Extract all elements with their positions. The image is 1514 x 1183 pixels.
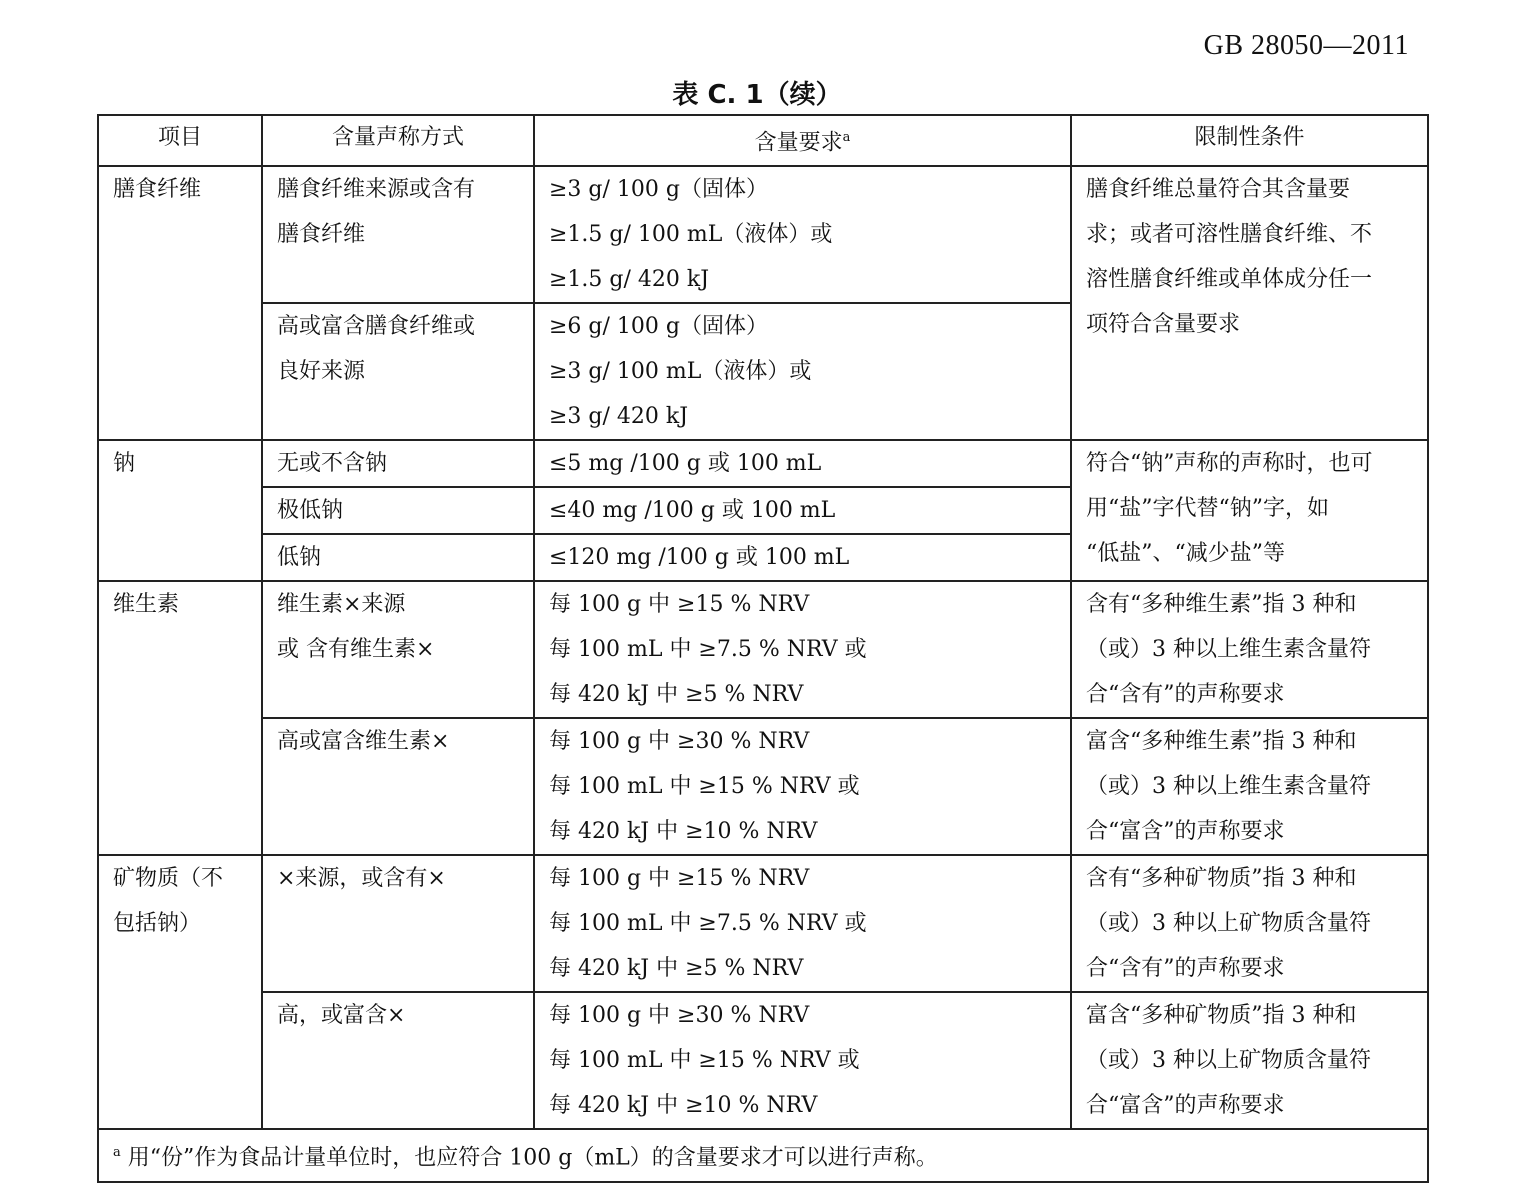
table-title: 表 C. 1（续） <box>672 80 842 110</box>
requirement-cell <box>534 855 1071 992</box>
footnote-marker: a <box>113 1145 121 1161</box>
condition-cell-line: （或）3 种以上矿物质含量符 <box>1086 1048 1371 1074</box>
header-requirement-label: 含量要求 <box>754 130 843 156</box>
condition-cell-line: 符合“钠”声称的声称时，也可 <box>1086 451 1373 477</box>
method-cell-line: 高，或富含× <box>277 1003 406 1029</box>
item-cell-line: 钠 <box>113 451 136 477</box>
header-row <box>98 115 1428 166</box>
method-cell-line: ×来源，或含有× <box>277 866 446 892</box>
requirement-cell <box>534 718 1071 855</box>
condition-cell-line: 合“富含”的声称要求 <box>1086 819 1285 845</box>
condition-cell-line: 含有“多种维生素”指 3 种和 <box>1086 592 1357 618</box>
requirement-cell-line: 每 100 g 中 ≥15 % NRV <box>549 866 810 892</box>
requirement-cell-line: 每 100 g 中 ≥30 % NRV <box>549 1003 810 1029</box>
table-row <box>98 992 1428 1129</box>
condition-cell-line: 项符合含量要求 <box>1086 312 1241 338</box>
condition-cell-line: 富含“多种矿物质”指 3 种和 <box>1086 1003 1357 1029</box>
method-cell-line: 无或不含钠 <box>277 451 388 477</box>
requirement-cell-line: ≥3 g/ 100 mL（液体）或 <box>549 359 812 385</box>
header-condition: 限制性条件 <box>1071 115 1428 166</box>
condition-cell-line: “低盐”、“减少盐”等 <box>1086 541 1285 567</box>
method-cell <box>262 166 534 303</box>
method-cell <box>262 534 534 581</box>
requirement-cell-line: 每 100 g 中 ≥15 % NRV <box>549 592 810 618</box>
method-cell <box>262 581 534 718</box>
footnote-row <box>98 1129 1428 1181</box>
requirement-cell-line: ≥3 g/ 100 g（固体） <box>549 177 768 203</box>
method-cell <box>262 487 534 534</box>
requirement-cell-line: 每 100 mL 中 ≥7.5 % NRV 或 <box>549 637 867 663</box>
table-row <box>98 440 1428 487</box>
method-cell-line: 良好来源 <box>277 359 366 385</box>
condition-cell <box>1071 855 1428 992</box>
item-cell-line: 包括钠） <box>113 911 202 937</box>
condition-cell-line: 合“含有”的声称要求 <box>1086 682 1285 708</box>
nutrition-claim-table <box>97 114 1429 1183</box>
requirement-cell <box>534 487 1071 534</box>
header-method: 含量声称方式 <box>262 115 534 166</box>
condition-cell-line: （或）3 种以上矿物质含量符 <box>1086 911 1371 937</box>
requirement-cell-line: ≥6 g/ 100 g（固体） <box>549 314 768 340</box>
item-cell-line: 维生素 <box>113 592 180 618</box>
requirement-cell-line: 每 100 mL 中 ≥15 % NRV 或 <box>549 774 860 800</box>
requirement-cell-line: 每 100 mL 中 ≥15 % NRV 或 <box>549 1048 860 1074</box>
table-row <box>98 855 1428 992</box>
method-cell-line: 高或富含膳食纤维或 <box>277 314 476 340</box>
item-cell-line: 膳食纤维 <box>113 177 202 203</box>
table-row <box>98 718 1428 855</box>
table-row <box>98 581 1428 718</box>
footnote-text: 用“份”作为食品计量单位时，也应符合 100 g（mL）的含量要求才可以进行声称。 <box>127 1145 938 1171</box>
item-cell <box>98 581 262 855</box>
condition-cell-line: （或）3 种以上维生素含量符 <box>1086 774 1371 800</box>
condition-cell <box>1071 718 1428 855</box>
condition-cell <box>1071 440 1428 581</box>
requirement-cell-line: 每 420 kJ 中 ≥5 % NRV <box>549 682 804 708</box>
requirement-cell <box>534 534 1071 581</box>
table-body <box>98 166 1428 1129</box>
condition-cell <box>1071 166 1428 440</box>
method-cell-line: 极低钠 <box>277 498 344 524</box>
requirement-cell <box>534 303 1071 440</box>
header-requirement <box>534 115 1071 166</box>
condition-cell-line: （或）3 种以上维生素含量符 <box>1086 637 1371 663</box>
condition-cell-line: 用“盐”字代替“钠”字，如 <box>1086 496 1329 522</box>
method-cell-line: 维生素×来源 <box>277 592 406 618</box>
requirement-cell-line: ≤120 mg /100 g 或 100 mL <box>549 545 850 571</box>
method-cell <box>262 440 534 487</box>
condition-cell-line: 合“富含”的声称要求 <box>1086 1093 1285 1119</box>
requirement-cell-line: ≥1.5 g/ 420 kJ <box>549 267 710 293</box>
footnote-cell <box>98 1129 1428 1181</box>
item-cell <box>98 855 262 1129</box>
method-cell-line: 高或富含维生素× <box>277 729 450 755</box>
requirement-cell-line: 每 420 kJ 中 ≥5 % NRV <box>549 956 804 982</box>
requirement-cell <box>534 440 1071 487</box>
method-cell-line: 或 含有维生素× <box>277 637 435 663</box>
method-cell <box>262 855 534 992</box>
condition-cell-line: 溶性膳食纤维或单体成分任一 <box>1086 267 1373 293</box>
requirement-cell-line: 每 420 kJ 中 ≥10 % NRV <box>549 1093 818 1119</box>
condition-cell-line: 含有“多种矿物质”指 3 种和 <box>1086 866 1357 892</box>
condition-cell <box>1071 992 1428 1129</box>
header-item: 项目 <box>98 115 262 166</box>
table-row <box>98 166 1428 303</box>
requirement-cell-line: 每 100 mL 中 ≥7.5 % NRV 或 <box>549 911 867 937</box>
method-cell <box>262 992 534 1129</box>
requirement-cell <box>534 581 1071 718</box>
requirement-cell-line: 每 420 kJ 中 ≥10 % NRV <box>549 819 818 845</box>
method-cell <box>262 718 534 855</box>
requirement-cell-line: ≤5 mg /100 g 或 100 mL <box>549 451 822 477</box>
method-cell-line: 膳食纤维 <box>277 222 366 248</box>
condition-cell-line: 膳食纤维总量符合其含量要 <box>1086 177 1351 203</box>
condition-cell-line: 富含“多种维生素”指 3 种和 <box>1086 729 1357 755</box>
header-footnote-marker: a <box>842 130 851 145</box>
item-cell-line: 矿物质（不 <box>113 866 224 892</box>
requirement-cell <box>534 166 1071 303</box>
condition-cell-line: 求；或者可溶性膳食纤维、不 <box>1086 222 1373 248</box>
document-code: GB 28050—2011 <box>1203 30 1409 61</box>
condition-cell <box>1071 581 1428 718</box>
requirement-cell <box>534 992 1071 1129</box>
method-cell <box>262 303 534 440</box>
item-cell <box>98 440 262 581</box>
requirement-cell-line: 每 100 g 中 ≥30 % NRV <box>549 729 810 755</box>
requirement-cell-line: ≥3 g/ 420 kJ <box>549 404 689 430</box>
method-cell-line: 膳食纤维来源或含有 <box>277 177 476 203</box>
item-cell <box>98 166 262 440</box>
condition-cell-line: 合“含有”的声称要求 <box>1086 956 1285 982</box>
requirement-cell-line: ≤40 mg /100 g 或 100 mL <box>549 498 836 524</box>
requirement-cell-line: ≥1.5 g/ 100 mL（液体）或 <box>549 222 833 248</box>
method-cell-line: 低钠 <box>277 545 322 571</box>
